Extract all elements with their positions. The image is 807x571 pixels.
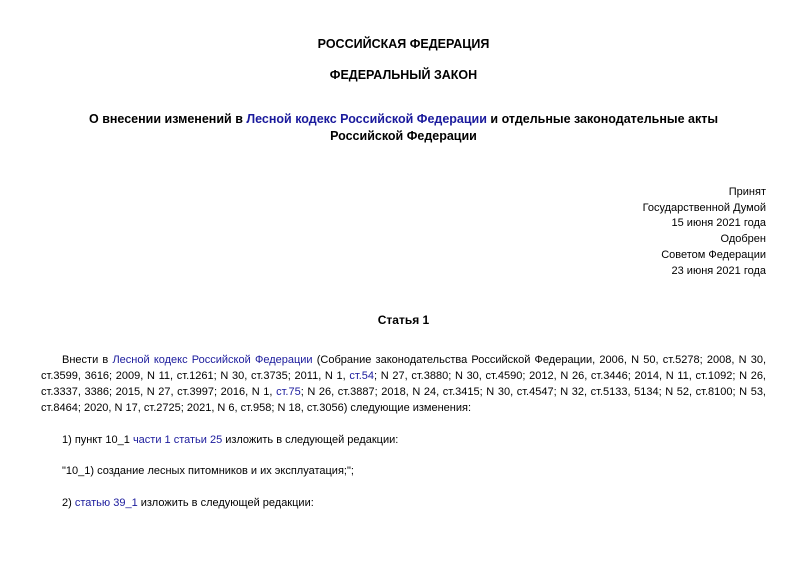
article-intro-paragraph [41, 352, 766, 416]
adopted-by: Государственной Думой [642, 201, 766, 214]
adopted-date: 15 июня 2021 года [671, 217, 766, 230]
item-1 [62, 432, 762, 448]
title-suffix: и отдельные законодательные акты [486, 112, 718, 126]
item1-text-1: 1) пункт 10_1 [62, 434, 133, 446]
approved-label: Одобрен [720, 233, 766, 246]
law-title [0, 111, 807, 145]
st54-link[interactable]: ст.54 [349, 370, 375, 382]
item1-text-2: изложить в следующей редакции: [222, 434, 399, 446]
intro-text-2: (Собрание законодательства Российской Федерации, 2006, N 50, ст.5278; 2008, N 30, ст.3599, 3616; 2009, N 11, ст.1261; N 30, ст.3735; 2011, N 1, [41, 354, 766, 382]
forest-code-link[interactable]: Лесной кодекс Российской Федерации [112, 354, 313, 366]
item2-text-1: 2) [62, 497, 75, 509]
article39-1-link[interactable]: статью 39_1 [74, 497, 138, 509]
adoption-info [643, 185, 766, 279]
item2-text-2: изложить в следующей редакции: [137, 497, 314, 509]
adopted-label: Принят [728, 186, 766, 198]
intro-text-4: ; N 26, ст.3887; 2018, N 24, ст.3415; N 30, ст.4547; N 32, ст.5133, 5134; N 52, ст.8100; N 53, ст.8464; 2020, N 17, ст.2725; 2021, N 6, ст.958; N 18, ст.3056) следующие изменения: [41, 386, 766, 414]
approved-date: 23 июня 2021 года [671, 264, 766, 277]
article25-link[interactable]: части 1 статьи 25 [132, 434, 223, 446]
st75-link[interactable]: ст.75 [276, 386, 301, 398]
intro-text-1: Внести в [62, 354, 113, 366]
item-2 [62, 495, 762, 511]
title-prefix: О внесении изменений в [89, 112, 247, 126]
document-type-heading: ФЕДЕРАЛЬНЫЙ ЗАКОН [329, 68, 478, 82]
country-heading: РОССИЙСКАЯ ФЕДЕРАЦИЯ [317, 37, 490, 51]
quote-1: "10_1) создание лесных питомников и их эксплуатация;"; [62, 465, 354, 477]
forest-code-title-link[interactable]: Лесной кодекс Российской Федерации [246, 112, 487, 126]
article-heading: Статья 1 [377, 313, 430, 327]
title-line2: Российской Федерации [330, 129, 477, 143]
approved-by: Советом Федерации [661, 248, 766, 261]
intro-text-3: ; N 27, ст.3880; N 30, ст.4590; 2012, N 26, ст.3446; 2014, N 11, ст.1092; N 26, ст.3337, 3386; 2015, N 27, ст.3997; 2016, N 1, [41, 370, 766, 398]
